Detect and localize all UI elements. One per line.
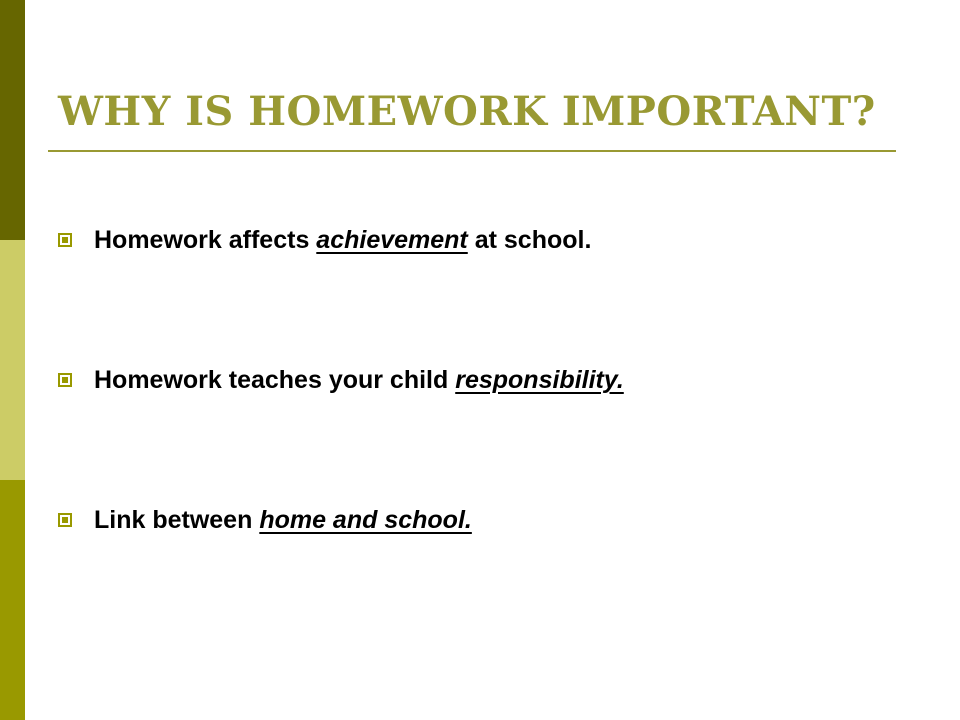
square-bullet-icon (58, 513, 72, 527)
sidebar-dark-segment (0, 0, 25, 240)
sidebar-light-segment (0, 240, 25, 480)
bullet-emphasis: achievement (316, 226, 468, 254)
bullet-prefix: Homework affects (94, 226, 317, 254)
bullet-text (94, 502, 472, 538)
bullet-text (94, 222, 591, 258)
bullet-prefix: Link between (94, 506, 260, 534)
slide-title: WHY IS HOMEWORK IMPORTANT? (58, 88, 876, 135)
square-bullet-icon (58, 233, 72, 247)
bullet-suffix: at school. (467, 226, 592, 254)
title-underline-rule (48, 150, 896, 152)
square-bullet-icon (58, 373, 72, 387)
bullet-emphasis: responsibility. (455, 366, 624, 394)
bullet-text (94, 362, 624, 398)
sidebar-mid-segment (0, 480, 25, 720)
bullet-emphasis: home and school. (259, 506, 472, 534)
bullet-prefix: Homework teaches your child (94, 366, 456, 394)
